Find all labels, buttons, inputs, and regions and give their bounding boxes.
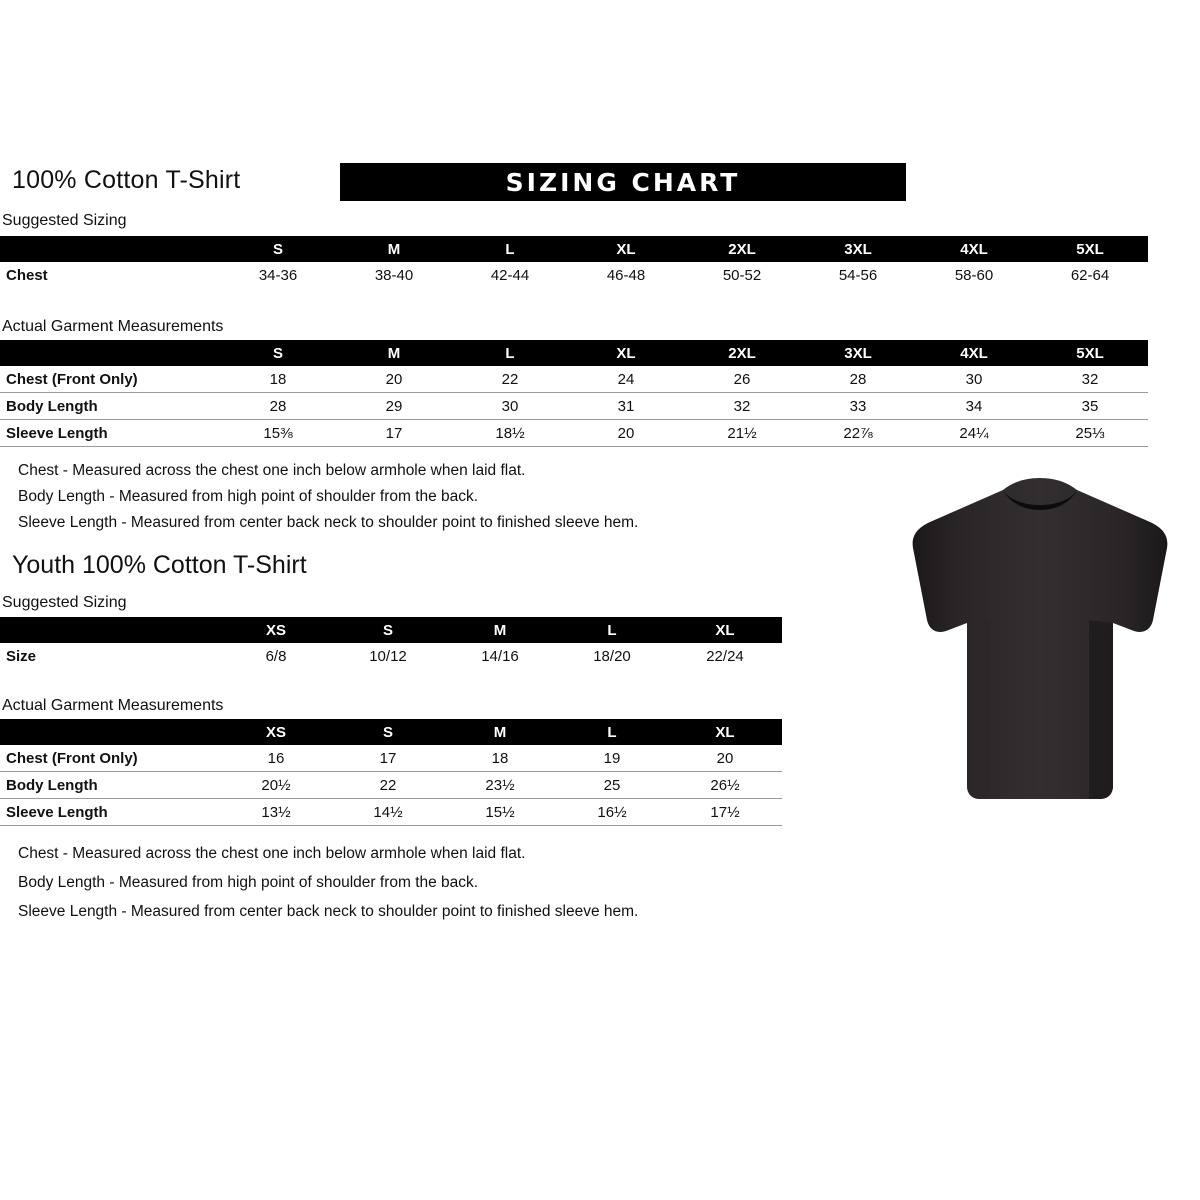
adult-actual-measurements-table (0, 340, 1148, 447)
table-row (0, 772, 782, 799)
cell: 22⅞ (800, 420, 916, 447)
col-header: 2XL (684, 236, 800, 262)
col-header: 2XL (684, 340, 800, 366)
row-label: Size (6, 647, 37, 665)
cell: 46-48 (606, 266, 646, 284)
youth-note-chest: Chest - Measured across the chest one inch below armhole when laid flat. (18, 845, 526, 862)
col-header: 5XL (1032, 340, 1148, 366)
tshirt-right-shade (1089, 620, 1113, 799)
cell: 30 (452, 393, 568, 420)
col-header: XL (668, 617, 782, 643)
row-label: Sleeve Length (0, 420, 220, 447)
col-header: 3XL (800, 236, 916, 262)
col-header: 4XL (916, 340, 1032, 366)
col-header: XS (220, 719, 332, 745)
col-header: L (556, 719, 668, 745)
col-header: L (556, 617, 668, 643)
adult-note-sleeve-length: Sleeve Length - Measured from center back neck to shoulder point to finished sleeve hem. (18, 514, 639, 531)
adult-note-body-length: Body Length - Measured from high point of shoulder from the back. (18, 488, 479, 505)
cell: 62-64 (1070, 266, 1110, 284)
cell: 6/8 (265, 647, 287, 665)
col-header: XL (568, 340, 684, 366)
cell: 24¼ (916, 420, 1032, 447)
cell: 20 (668, 745, 782, 772)
cell: 17 (332, 745, 444, 772)
cell: 58-60 (954, 266, 994, 284)
cell: 29 (336, 393, 452, 420)
cell: 18/20 (593, 647, 631, 665)
col-header: 5XL (1032, 236, 1148, 262)
youth-actual-measurements-label: Actual Garment Measurements (2, 697, 224, 714)
youth-section-title: Youth 100% Cotton T-Shirt (12, 551, 307, 579)
cell: 28 (800, 366, 916, 393)
table-row (0, 393, 1148, 420)
adult-suggested-sizing-label: Suggested Sizing (2, 212, 127, 229)
col-header: S (220, 236, 336, 262)
cell: 34-36 (258, 266, 298, 284)
cell: 15⅜ (220, 420, 336, 447)
table-row (0, 262, 1148, 288)
table-header-row (0, 719, 782, 745)
cell: 20 (336, 366, 452, 393)
table-header-row (0, 340, 1148, 366)
cell: 15½ (444, 799, 556, 826)
row-label: Body Length (0, 393, 220, 420)
row-label: Body Length (0, 772, 220, 799)
cell: 23½ (444, 772, 556, 799)
cell: 24 (568, 366, 684, 393)
cell: 31 (568, 393, 684, 420)
cell: 13½ (220, 799, 332, 826)
col-header (0, 340, 220, 366)
cell: 50-52 (722, 266, 762, 284)
cell: 35 (1032, 393, 1148, 420)
youth-suggested-sizing-label: Suggested Sizing (2, 594, 127, 611)
col-header: 3XL (800, 340, 916, 366)
col-header: XL (668, 719, 782, 745)
col-header (0, 617, 220, 643)
tshirt-body (913, 478, 1168, 799)
cell: 32 (684, 393, 800, 420)
col-header: S (332, 617, 444, 643)
row-label: Chest (Front Only) (0, 366, 220, 393)
cell: 34 (916, 393, 1032, 420)
table-row (0, 366, 1148, 393)
col-header (0, 719, 220, 745)
sizing-chart-banner (340, 163, 906, 201)
cell: 22 (452, 366, 568, 393)
cell: 30 (916, 366, 1032, 393)
table-row (0, 745, 782, 772)
cell: 20 (568, 420, 684, 447)
adult-section-title: 100% Cotton T-Shirt (12, 166, 241, 194)
cell: 28 (220, 393, 336, 420)
row-label: Chest (6, 266, 48, 284)
cell: 26½ (668, 772, 782, 799)
col-header (0, 236, 220, 262)
cell: 18 (220, 366, 336, 393)
cell: 38-40 (374, 266, 414, 284)
adult-note-chest: Chest - Measured across the chest one inch below armhole when laid flat. (18, 462, 526, 479)
cell: 22 (332, 772, 444, 799)
row-label: Sleeve Length (0, 799, 220, 826)
cell: 14½ (332, 799, 444, 826)
col-header: S (332, 719, 444, 745)
col-header: M (336, 236, 452, 262)
cell: 19 (556, 745, 668, 772)
cell: 25 (556, 772, 668, 799)
product-image (895, 470, 1185, 810)
cell: 10/12 (369, 647, 407, 665)
tshirt-left-shade (967, 620, 991, 799)
col-header: XL (568, 236, 684, 262)
cell: 16 (220, 745, 332, 772)
table-row (0, 799, 782, 826)
table-row (0, 420, 1148, 447)
cell: 18 (444, 745, 556, 772)
col-header: XS (220, 617, 332, 643)
cell: 21½ (684, 420, 800, 447)
cell: 17 (336, 420, 452, 447)
col-header: M (444, 719, 556, 745)
cell: 26 (684, 366, 800, 393)
table-row (0, 643, 782, 669)
youth-suggested-sizing-table (0, 617, 782, 669)
cell: 22/24 (706, 647, 744, 665)
col-header: S (220, 340, 336, 366)
cell: 18½ (452, 420, 568, 447)
cell: 25⅓ (1032, 420, 1148, 447)
cell: 16½ (556, 799, 668, 826)
col-header: M (336, 340, 452, 366)
youth-note-sleeve-length: Sleeve Length - Measured from center back neck to shoulder point to finished sleeve hem. (18, 903, 639, 920)
col-header: 4XL (916, 236, 1032, 262)
cell: 32 (1032, 366, 1148, 393)
cell: 14/16 (481, 647, 519, 665)
cell: 33 (800, 393, 916, 420)
cell: 54-56 (838, 266, 878, 284)
cell: 42-44 (490, 266, 530, 284)
col-header: L (452, 340, 568, 366)
sizing-chart-banner-label: SIZING CHART (505, 167, 741, 197)
tshirt-icon (895, 470, 1185, 810)
youth-actual-measurements-table (0, 719, 782, 826)
cell: 20½ (220, 772, 332, 799)
table-header-row (0, 617, 782, 643)
adult-actual-measurements-label: Actual Garment Measurements (2, 318, 224, 335)
youth-note-body-length: Body Length - Measured from high point of shoulder from the back. (18, 874, 479, 891)
cell: 17½ (668, 799, 782, 826)
adult-suggested-sizing-table (0, 236, 1148, 288)
row-label: Chest (Front Only) (0, 745, 220, 772)
col-header: M (444, 617, 556, 643)
col-header: L (452, 236, 568, 262)
table-header-row (0, 236, 1148, 262)
